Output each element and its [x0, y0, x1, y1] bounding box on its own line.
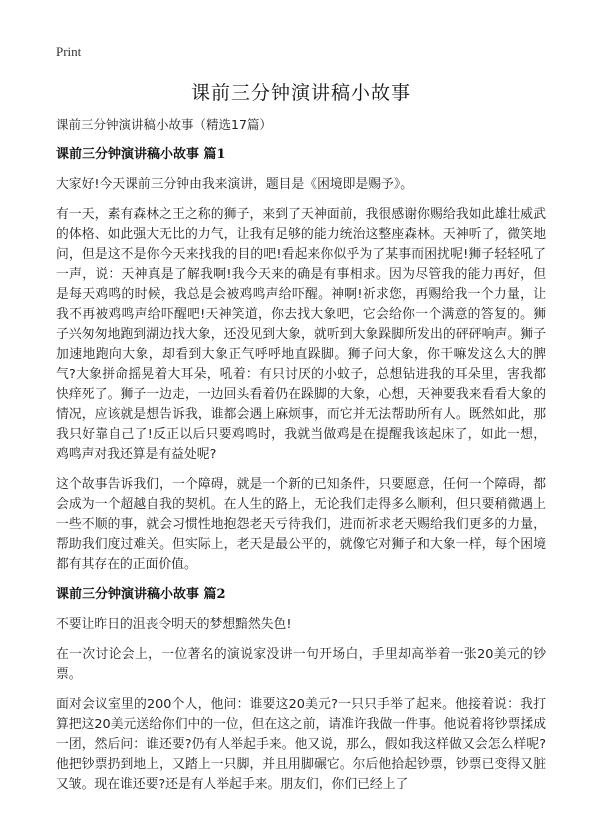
paragraph: 大家好!今天课前三分钟由我来演讲，题目是《困境即是赐予》。 [56, 177, 414, 192]
section-heading-1: 课前三分钟演讲稿小故事 篇1 [56, 147, 226, 162]
paragraph: 面对会议室里的200个人，他问：谁要这20美元?一只只手举了起来。他接着说：我打算把这20美元送给你们中的一位，但在这之前，请准许我做一件事。他说着将钞票揉成一团，然后问：谁还要?仍有人举起手来。他又说，那么，假如我这样做又会怎么样呢?他把钞票扔到地上，又踏上一只脚，并且用脚碾它。尔后他拾起钞票，钞票已变得又脏又皱。现在谁还要?还是有人举起手来。朋友们，你们已经上了 [56, 697, 546, 792]
article [56, 74, 546, 805]
print-link[interactable]: Print [56, 44, 82, 59]
paragraph: 在一次讨论会上，一位著名的演说家没讲一句开场白，手里却高举着一张20美元的钞票。 [56, 647, 546, 682]
paragraph: 这个故事告诉我们，一个障碍，就是一个新的已知条件，只要愿意，任何一个障碍，都会成为一个超越自我的契机。在人生的路上，无论我们走得多么顺利，但只要稍微遇上一些不顺的事，就会习惯性地抱怨老天亏待我们，进而祈求老天赐给我们更多的力量，帮助我们度过难关。但实际上，老天是最公平的，就像它对狮子和大象一样，每个困境都有其存在的正面价值。 [56, 477, 546, 572]
article-subtitle: 课前三分钟演讲稿小故事（精选17篇） [56, 117, 272, 132]
section-heading-2: 课前三分钟演讲稿小故事 篇2 [56, 587, 226, 602]
page-title: 课前三分钟演讲稿小故事 [190, 82, 411, 104]
paragraph: 有一天，素有森林之王之称的狮子，来到了天神面前，我很感谢你赐给我如此雄壮威武的体格、如此强大无比的力气，让我有足够的能力统治这整座森林。天神听了，微笑地问，但是这不是你今天来找我的目的吧!看起来你似乎为了某事而困扰呢!狮子轻轻吼了一声，说：天神真是了解我啊!我今天来的确是有事相求。因为尽管我的能力再好，但是每天鸡鸣的时候，我总是会被鸡鸣声给吓醒。神啊!祈求您，再赐给我一个力量，让我不再被鸡鸣声给吓醒吧!天神笑道，你去找大象吧，它会给你一个满意的答复的。狮子兴匆匆地跑到湖边找大象，还没见到大象，就听到大象跺脚所发出的砰砰响声。狮子加速地跑向大象，却看到大象正气呼呼地直跺脚。狮子问大象，你干嘛发这么大的脾气?大象拼命摇晃着大耳朵，吼着：有只讨厌的小蚊子，总想钻进我的耳朵里，害我都快痒死了。狮子一边走，一边回头看着仍在跺脚的大象，心想，天神要我来看看大象的情况，应该就是想告诉我，谁都会遇上麻烦事，而它并无法帮助所有人。既然如此，那我只好靠自己了!反正以后只要鸡鸣时，我就当做鸡是在提醒我该起床了，如此一想，鸡鸣声对我还算是有益处呢? [56, 207, 546, 462]
paragraph: 不要让昨日的沮丧令明天的梦想黯然失色! [56, 617, 292, 632]
